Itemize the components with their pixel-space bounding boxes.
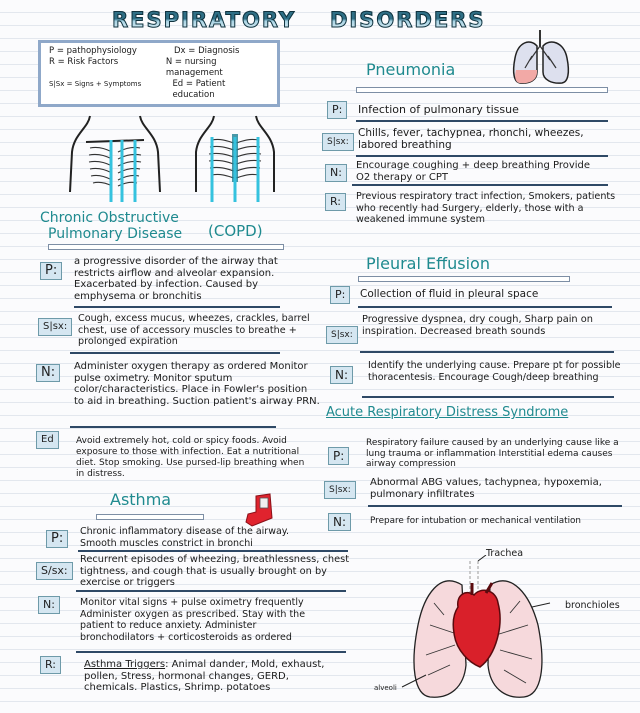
copd-abbreviation: (COPD) bbox=[208, 222, 263, 240]
pneumonia-title: Pneumonia bbox=[366, 60, 456, 79]
copd-education: Avoid extremely hot, cold or spicy foods. Avoid exposure to those with infection. Eat a nutritional diet. Stop smoking. Use pursed-lip breathing when in distress. bbox=[76, 436, 305, 479]
ards-title: Acute Respiratory Distress Syndrome bbox=[326, 405, 569, 420]
copd-label-ssx: S|sx: bbox=[38, 318, 72, 336]
ards-signs: Abnormal ABG values, tachypnea, hypoxemia, pulmonary infiltrates bbox=[370, 477, 602, 500]
asthma-triggers-list: : Animal dander, Mold, exhaust, pollen, Stress, hormonal changes, GERD, chemicals. Plastics, Shrimp. potatoes bbox=[84, 659, 325, 693]
copd-signs: Cough, excess mucus, wheezes, crackles, barrel chest, use of accessory muscles to breathe + prolonged expiration bbox=[78, 313, 310, 347]
ards-pathophysiology: Respiratory failure caused by an underlying cause like a lung trauma or inflammation Interstitial edema causes airway compression bbox=[366, 438, 619, 469]
pneumonia-title-bar bbox=[356, 87, 608, 93]
pneumonia-nursing: Encourage coughing + deep breathing Provide O2 therapy or CPT bbox=[356, 160, 591, 183]
asthma-label-p: P: bbox=[46, 530, 68, 548]
ards-label-p: P: bbox=[328, 447, 349, 465]
pneumonia-risk: Previous respiratory tract infection, Smokers, patients who recently had Surgery, elderly, those with a weakened immune system bbox=[356, 191, 616, 225]
alveoli-label: alveoli bbox=[374, 684, 397, 692]
legend-ssx: S|Sx = Signs + Symptoms bbox=[49, 80, 142, 88]
pleural-title: Pleural Effusion bbox=[366, 254, 490, 273]
pleural-nursing: Identify the underlying cause. Prepare pt for possible thoracentesis. Encourage Cough/deep breathing bbox=[368, 360, 621, 383]
copd-title-line1: Chronic Obstructive bbox=[40, 210, 179, 226]
divider bbox=[356, 155, 608, 157]
pneumonia-label-ssx: S|sx: bbox=[322, 133, 354, 151]
pneumonia-label-r: R: bbox=[325, 193, 346, 211]
asthma-nursing: Monitor vital signs + pulse oximetry frequently Administer oxygen as prescribed. Stay with the patient to reduce anxiety. Administer bronchodilators + corticosteroids as ordered bbox=[80, 597, 306, 643]
legend-box bbox=[38, 40, 280, 107]
lungs-icon bbox=[510, 28, 572, 86]
divider bbox=[74, 306, 280, 308]
asthma-title-bar bbox=[96, 514, 204, 520]
anterior-chest-illustration bbox=[60, 112, 170, 202]
asthma-pathophysiology: Chronic inflammatory disease of the airway. Smooth muscles constrict in bronchi bbox=[80, 526, 290, 549]
divider bbox=[76, 651, 346, 653]
divider bbox=[352, 184, 608, 186]
legend-n: N = nursing management bbox=[165, 57, 223, 78]
pleural-title-bar bbox=[358, 276, 570, 282]
legend-ed: Ed = Patient education bbox=[172, 79, 226, 100]
copd-label-n: N: bbox=[36, 364, 60, 382]
divider bbox=[70, 426, 276, 428]
asthma-title: Asthma bbox=[110, 490, 172, 509]
posterior-chest-illustration bbox=[190, 112, 280, 202]
copd-nursing: Administer oxygen therapy as ordered Monitor pulse oximetry. Monitor sputum color/characteristics. Place in Fowler's position to aid in breathing. Suction patient's airway PRN. bbox=[74, 361, 320, 407]
copd-pathophysiology: a progressive disorder of the airway that restricts airflow and alveolar expansion. Exacerbated by infection. Caused by emphysema or bronchitis bbox=[74, 256, 278, 302]
page-title-right: DISORDERS bbox=[330, 8, 486, 32]
pneumonia-signs: Chills, fever, tachypnea, rhonchi, wheezes, labored breathing bbox=[358, 127, 584, 151]
ards-nursing: Prepare for intubation or mechanical ventilation bbox=[370, 516, 581, 526]
divider bbox=[70, 352, 280, 354]
divider bbox=[360, 351, 614, 353]
asthma-label-r: R: bbox=[40, 656, 61, 674]
inhaler-icon bbox=[242, 492, 276, 528]
asthma-signs: Recurrent episodes of wheezing, breathlessness, chest tightness, and cough that is usually brought on by exercise or triggers bbox=[80, 554, 350, 588]
asthma-risk bbox=[84, 659, 336, 694]
divider bbox=[362, 396, 614, 398]
heart-lungs-illustration bbox=[400, 555, 580, 705]
copd-label-p: P: bbox=[40, 262, 62, 280]
legend-dx: Dx = Diagnosis bbox=[174, 46, 240, 56]
divider bbox=[368, 505, 622, 507]
divider bbox=[356, 120, 608, 122]
ards-label-ssx: S|sx: bbox=[324, 481, 356, 499]
divider bbox=[358, 306, 612, 308]
pleural-label-ssx: S|sx: bbox=[326, 326, 358, 344]
asthma-label-ssx: S/sx: bbox=[36, 562, 73, 580]
copd-label-ed: Ed bbox=[36, 431, 59, 449]
legend-r: R = Risk Factors bbox=[49, 57, 119, 67]
pleural-pathophysiology: Collection of fluid in pleural space bbox=[360, 288, 539, 300]
asthma-triggers-heading: Asthma Triggers bbox=[84, 659, 166, 670]
copd-title-line2: Pulmonary Disease bbox=[48, 226, 183, 242]
bronchioles-label: bronchioles bbox=[565, 600, 620, 611]
pneumonia-label-p: P: bbox=[327, 101, 347, 119]
trachea-label: Trachea bbox=[486, 548, 524, 559]
copd-title bbox=[40, 210, 182, 242]
divider bbox=[78, 550, 348, 552]
asthma-label-n: N: bbox=[38, 596, 60, 614]
divider bbox=[76, 590, 346, 592]
copd-title-bar bbox=[48, 244, 284, 250]
pneumonia-pathophysiology: Infection of pulmonary tissue bbox=[358, 103, 519, 116]
pleural-label-n: N: bbox=[330, 366, 353, 384]
ards-label-n: N: bbox=[328, 513, 351, 531]
pleural-signs: Progressive dyspnea, dry cough, Sharp pain on inspiration. Decreased breath sounds bbox=[362, 314, 593, 337]
pleural-label-p: P: bbox=[330, 286, 350, 304]
page-title-left: RESPIRATORY bbox=[112, 8, 297, 32]
legend-p: P = pathophysiology bbox=[49, 46, 137, 56]
pneumonia-label-n: N: bbox=[325, 164, 347, 182]
